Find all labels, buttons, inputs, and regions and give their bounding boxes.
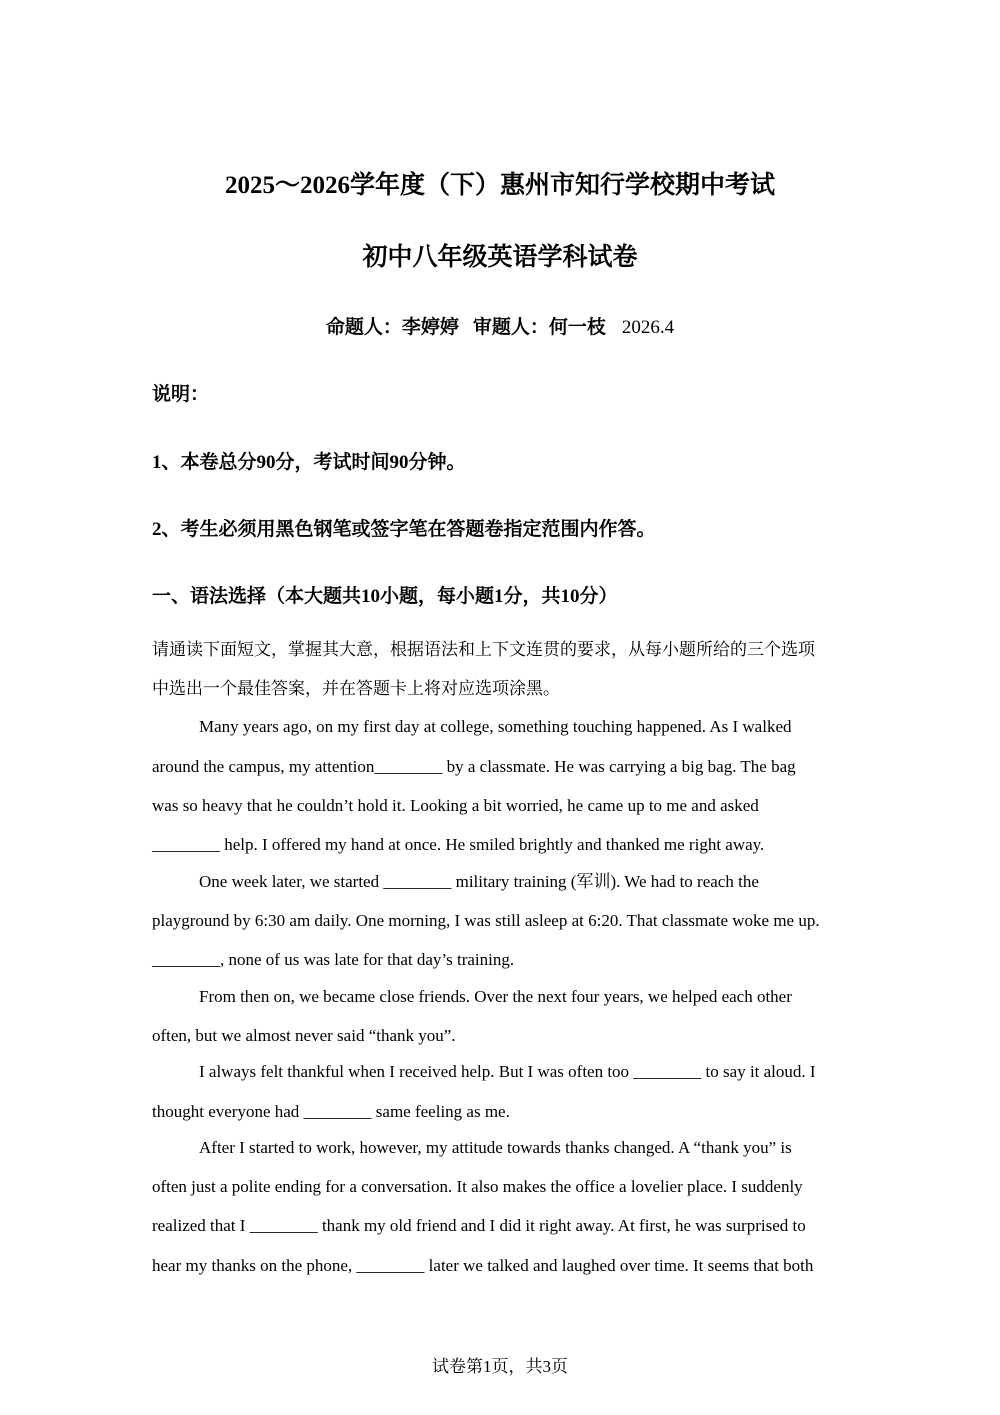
passage-line: Many years ago, on my first day at college, something touching happened. As I walked — [199, 717, 792, 736]
page-footer: 试卷第1页，共3页 — [432, 1357, 568, 1376]
passage-line: playground by 6:30 am daily. One morning, I was still asleep at 6:20. That classmate woke me up. — [152, 911, 820, 930]
passage-line: ________, none of us was late for that day’s training. — [152, 950, 515, 969]
passage-line: After I started to work, however, my attitude towards thanks changed. A “thank you” is — [199, 1138, 792, 1157]
notes-heading: 说明： — [152, 384, 210, 405]
note-item: 1、本卷总分90分，考试时间90分钟。 — [152, 452, 466, 473]
passage-line: hear my thanks on the phone, ________ later we talked and laughed over time. It seems that both — [152, 1256, 814, 1275]
passage-line: realized that I ________ thank my old friend and I did it right away. At first, he was surprised to — [152, 1216, 806, 1235]
passage-line: often just a polite ending for a conversation. It also makes the office a lovelier place. I suddenly — [152, 1177, 803, 1196]
author-label: 命题人：李婷婷 — [325, 317, 459, 338]
exam-date: 2026.4 — [621, 317, 675, 338]
section-instruction: 中选出一个最佳答案，并在答题卡上将对应选项涂黑。 — [152, 679, 560, 698]
note-item: 2、考生必须用黑色钢笔或签字笔在答题卷指定范围内作答。 — [152, 519, 656, 540]
exam-subtitle: 初中八年级英语学科试卷 — [362, 244, 638, 271]
author-line — [0, 315, 1000, 341]
passage-line: One week later, we started ________ military training (军训). We had to reach the — [199, 872, 759, 891]
passage-line: around the campus, my attention________ by a classmate. He was carrying a big bag. The bag — [152, 757, 796, 776]
passage-line: often, but we almost never said “thank you”. — [152, 1026, 456, 1045]
passage-line: thought everyone had ________ same feeling as me. — [152, 1102, 510, 1121]
section-instruction: 请通读下面短文，掌握其大意，根据语法和上下文连贯的要求，从每小题所给的三个选项 — [152, 640, 815, 659]
section-heading: 一、语法选择（本大题共10小题，每小题1分，共10分） — [152, 586, 618, 607]
exam-title: 2025～2026学年度（下）惠州市知行学校期中考试 — [224, 172, 775, 199]
reviewer-label: 审题人：何一枝 — [472, 317, 606, 338]
passage-line: ________ help. I offered my hand at once. He smiled brightly and thanked me right away. — [152, 835, 765, 854]
passage-line: From then on, we became close friends. Over the next four years, we helped each other — [199, 987, 792, 1006]
passage-line: was so heavy that he couldn’t hold it. Looking a bit worried, he came up to me and asked — [152, 796, 759, 815]
passage-line: I always felt thankful when I received help. But I was often too ________ to say it aloud. I — [199, 1062, 816, 1081]
